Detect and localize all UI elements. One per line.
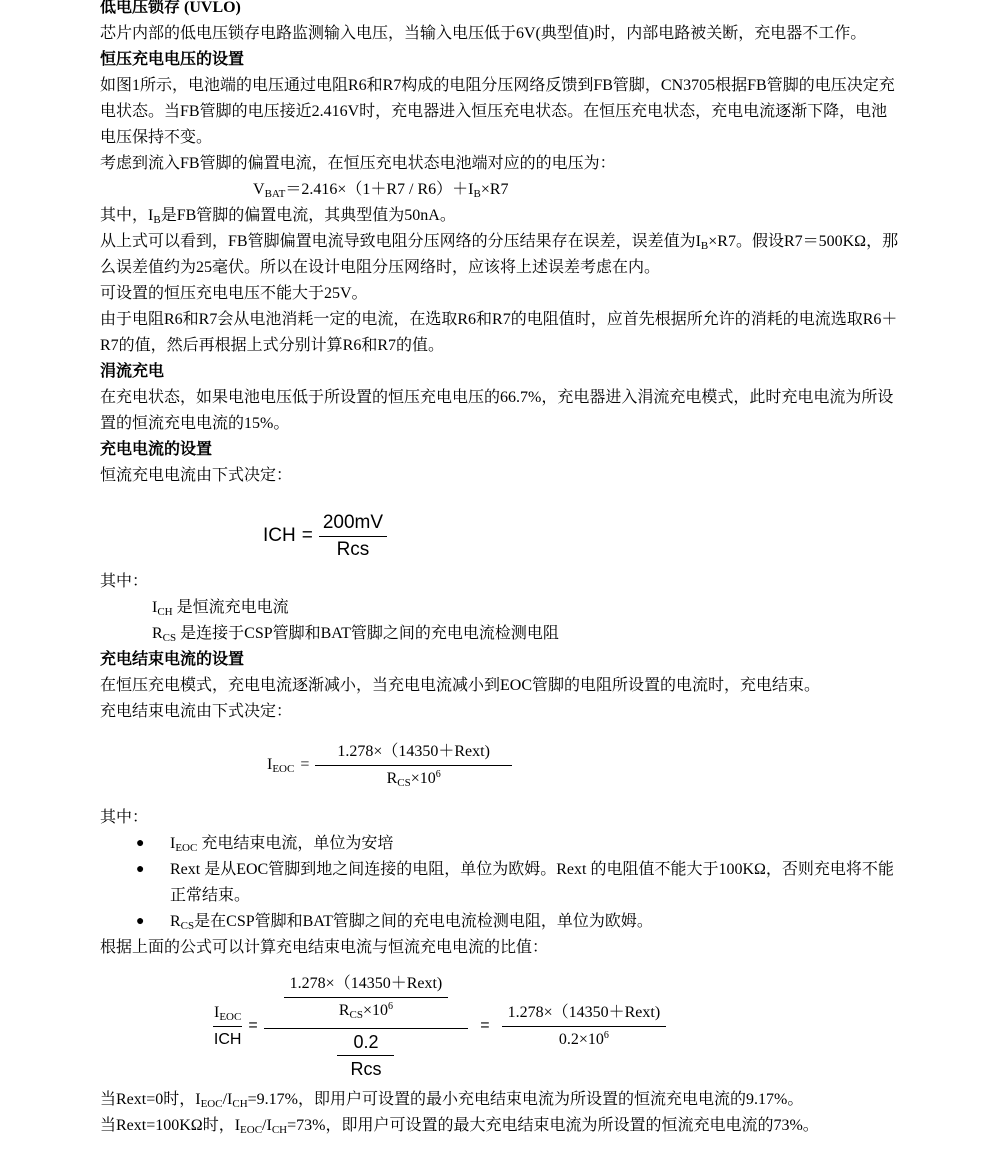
text-run: 其中，I	[100, 207, 154, 224]
text-run: 是恒流充电电流	[172, 599, 289, 616]
bullet-item	[100, 831, 900, 857]
text-run: 充电结束电流由下式决定：	[100, 703, 293, 720]
text-run: CH	[271, 1124, 288, 1136]
result-fraction: $\frac{\text{1.278×（14350＋Rext)}}{0.2\times 10^6}$	[502, 1000, 667, 1053]
bullet-item	[100, 909, 900, 935]
equals: =	[301, 525, 313, 546]
text-run: =9.17%，即用户可设置的最小充电结束电流为所设置的恒流充电电流的9.17%。	[247, 1091, 804, 1108]
paragraph	[100, 151, 900, 177]
bullet-icon: ●	[136, 862, 145, 877]
text-run: 根据上面的公式可以计算充电结束电流与恒流充电电流的比值：	[100, 939, 549, 956]
paragraph	[100, 385, 900, 437]
paragraph	[100, 1113, 900, 1139]
ieoc-lhs: $I_{EOC}$	[267, 756, 295, 775]
compound-fraction: $\frac{\frac{\text{1.278×（14350＋Rext)}}{R_{CS}\times 10^6}}{\frac{0.2}{\text{Rcs}}}$	[264, 971, 469, 1082]
paragraph	[100, 73, 900, 151]
text-run: 在充电状态，如果电池电压低于所设置的恒压充电电压的66.7%，充电器进入涓流充电模式，此时充电电流为所设置的恒流充电电流的15%。	[100, 389, 894, 432]
formula-line	[100, 177, 900, 203]
paragraph	[100, 569, 900, 595]
document-body	[100, 0, 900, 1139]
text-run: 如图1所示，电池端的电压通过电阻R6和R7构成的电阻分压网络反馈到FB管脚，CN3705根据FB管脚的电压决定充电状态。当FB管脚的电压接近2.416V时，充电器进入恒压充电状态。在恒压充电状态，充电电流逐渐下降，电池电压保持不变。	[100, 77, 895, 146]
text-run: 是连接于CSP管脚和BAT管脚之间的充电电流检测电阻	[176, 625, 559, 642]
text-run: ＝2.416×（1＋R7 / R6）＋I	[285, 181, 474, 198]
text-run: 从上式可以看到，FB管脚偏置电流导致电阻分压网络的分压结果存在误差，误差值为I	[100, 233, 701, 250]
section-heading	[100, 437, 900, 463]
text-run: 低电压锁存 (UVLO)	[100, 0, 241, 16]
section-heading	[100, 47, 900, 73]
text-run: I	[152, 599, 158, 616]
text-run: 其中：	[100, 809, 149, 826]
definition-line	[100, 621, 900, 647]
ich-lhs: ICH	[263, 525, 296, 546]
paragraph	[100, 699, 900, 725]
text-run: 当Rext=0时，I	[100, 1091, 201, 1108]
text-run: BAT	[264, 188, 286, 200]
text-run: 充电结束电流的设置	[100, 651, 245, 668]
paragraph	[100, 203, 900, 229]
text-run: 充电结束电流，单位为安培	[197, 835, 394, 852]
text-run: 考虑到流入FB管脚的偏置电流，在恒压充电状态电池端对应的的电压为：	[100, 155, 616, 172]
equals: =	[300, 756, 310, 773]
text-run: 可设置的恒压充电电压不能大于25V。	[100, 285, 368, 302]
paragraph	[100, 307, 900, 359]
text-run: 芯片内部的低电压锁存电路监测输入电压，当输入电压低于6V(典型值)时，内部电路被关断，充电器不工作。	[100, 25, 867, 42]
paragraph	[100, 21, 900, 47]
denominator: Rcs	[336, 538, 370, 560]
text-run: /I	[222, 1091, 233, 1108]
text-run: CH	[157, 606, 173, 618]
paragraph	[100, 805, 900, 831]
definition-line	[100, 595, 900, 621]
text-run: CS	[162, 632, 177, 644]
section-heading	[100, 359, 900, 385]
text-run: 在恒压充电模式，充电电流逐渐减小，当充电电流减小到EOC管脚的电阻所设置的电流时，充电结束。	[100, 677, 821, 694]
denominator: $R_{CS}\times 10^6$	[386, 768, 441, 789]
paragraph	[100, 1087, 900, 1113]
ratio-lhs: $\frac{I_{EOC}}{\text{ICH}}$	[213, 1000, 242, 1053]
text-run: I	[170, 835, 176, 852]
fraction	[319, 510, 387, 563]
text-run: =73%，即用户可设置的最大充电结束电流为所设置的恒流充电电流的73%。	[287, 1117, 819, 1134]
text-run: R	[152, 625, 163, 642]
text-run: 恒压充电电压的设置	[100, 51, 245, 68]
numerator: 200mV	[319, 510, 387, 537]
paragraph	[100, 673, 900, 699]
text-run: ×R7	[480, 181, 509, 198]
text-run: EOC	[240, 1124, 263, 1136]
section-heading	[100, 0, 900, 21]
text-run: B	[153, 214, 161, 226]
section-heading	[100, 647, 900, 673]
text-run: 其中：	[100, 573, 149, 590]
text-run: 是FB管脚的偏置电流，其典型值为50nA。	[160, 207, 456, 224]
text-run: 是在CSP管脚和BAT管脚之间的充电电流检测电阻，单位为欧姆。	[194, 913, 653, 930]
text-run: B	[473, 188, 481, 200]
text-run: B	[700, 240, 709, 252]
paragraph	[100, 281, 900, 307]
ratio-formula	[100, 971, 900, 1081]
fraction	[315, 739, 512, 792]
text-run: CS	[180, 920, 195, 932]
bullet-item	[100, 857, 900, 909]
ieoc-formula	[100, 735, 900, 795]
equals: =	[480, 1017, 490, 1034]
text-run: 涓流充电	[100, 363, 165, 380]
paragraph	[100, 229, 900, 281]
text-run: /I	[262, 1117, 272, 1134]
text-run: 充电电流的设置	[100, 441, 213, 458]
text-run: Rext 是从EOC管脚到地之间连接的电阻，单位为欧姆。Rext 的电阻值不能大于100KΩ，否则充电将不能正常结束。	[170, 861, 894, 904]
text-run: V	[253, 181, 265, 198]
numerator: 1.278×（14350＋Rext)	[315, 739, 512, 766]
equals: =	[248, 1017, 258, 1034]
text-run: EOC	[200, 1098, 223, 1110]
ich-formula	[100, 503, 900, 569]
text-run: CH	[232, 1098, 248, 1110]
text-run: EOC	[175, 842, 198, 854]
text-run: ×R7。假设R7＝500KΩ，那么误差值约为25毫伏。所以在设计电阻分压网络时，应该将上述误差考虑在内。	[100, 233, 899, 276]
bullet-icon: ●	[136, 914, 145, 929]
text-run: 恒流充电电流由下式决定：	[100, 467, 293, 484]
paragraph	[100, 935, 900, 961]
paragraph	[100, 463, 900, 489]
bullet-icon: ●	[136, 836, 145, 851]
text-run: 当Rext=100KΩ时，I	[100, 1117, 241, 1134]
text-run: 由于电阻R6和R7会从电池消耗一定的电流，在选取R6和R7的电阻值时，应首先根据所允许的消耗的电流选取R6＋R7的值，然后再根据上式分别计算R6和R7的值。	[100, 311, 898, 354]
text-run: R	[170, 913, 181, 930]
